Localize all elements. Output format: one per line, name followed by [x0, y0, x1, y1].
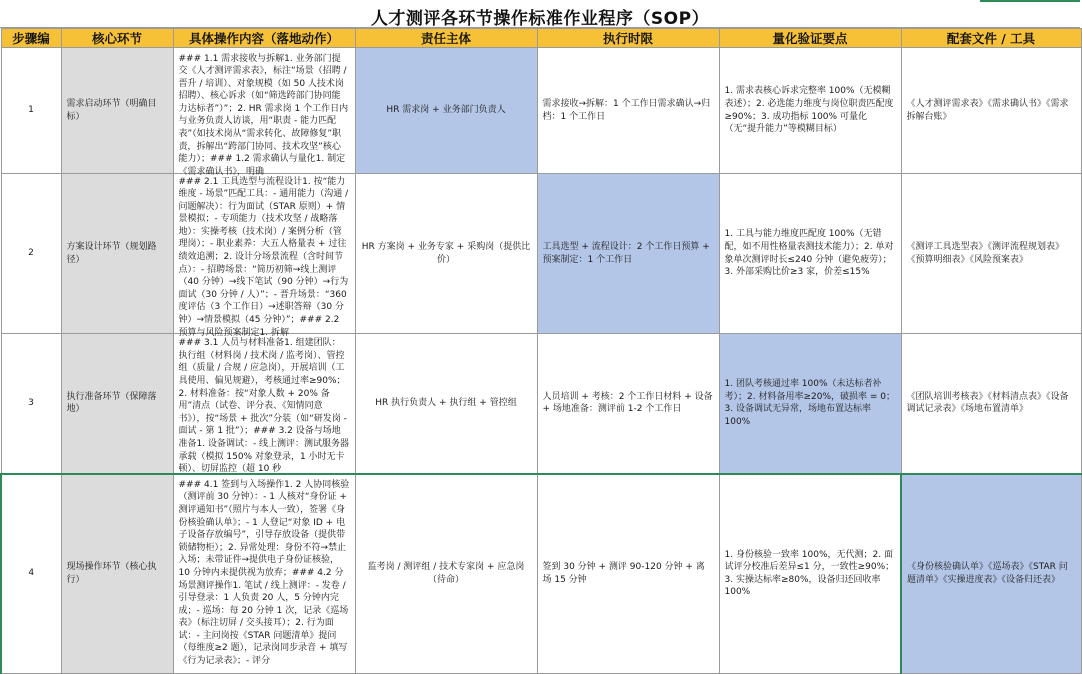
table-row: [1, 474, 1081, 674]
cell-step[interactable]: 3: [1, 334, 61, 474]
cell-metrics[interactable]: 1. 工具与能力维度匹配度 100%（无错配，如不用性格量表测技术能力）；2. 单对象单次测评时长≤240 分钟（避免疲劳）；3. 外部采购比价≥3 家，价差≤15%: [719, 174, 901, 334]
cell-docs[interactable]: 《测评工具选型表》《测评流程规划表》《预算明细表》《风险预案表》: [901, 174, 1081, 334]
cell-step[interactable]: 2: [1, 174, 61, 334]
cell-resp[interactable]: HR 执行负责人 + 执行组 + 管控组: [355, 334, 537, 474]
header-resp[interactable]: 责任主体: [355, 29, 537, 48]
header-ops[interactable]: 具体操作内容（落地动作）: [173, 29, 355, 48]
cell-ops-text: ### 3.1 人员与材料准备1. 组建团队：执行组（材料岗 / 技术岗 / 监考岗）、管控组（质量 / 合规 / 应急岗），开展培训（工具使用、偏见规避），考核通过率≥90%；2. 材料准备：按“对象人数 + 20% 备用”清点（试卷、评分表、《知情同意书》），按“场景 + 批次”分装（如“研发岗 - 面试 - 第 1 批”）；### 3.2 设备与场地准备1. 设备调试：- 线上测评：测试服务器承载（模拟 150% 对象登录，1 小时无卡顿）、切屏监控（超 10 秒: [178, 338, 350, 475]
sop-table: [0, 28, 1082, 674]
selection-indicator: [980, 0, 1080, 2]
table-row: [1, 174, 1081, 334]
cell-docs[interactable]: 《身份核验确认单》《巡场表》《STAR 问题清单》《实操进度表》《设备归还表》: [901, 474, 1081, 674]
cell-core[interactable]: 执行准备环节（保障落地）: [61, 334, 173, 474]
cell-ops[interactable]: [173, 474, 355, 674]
cell-ops-text: ### 4.1 签到与入场操作1. 2 人协同核验（测评前 30 分钟）：- 1 人核对“身份证 + 测评通知书”（照片与本人一致），签署《身份核验确认单》；- 1 人登记“对象 ID + 电子设备存放编号”，引导存放设备（提供带锁储物柜）；2. 异常处理：身份不符→禁止入场；未带证件→提供电子身份证核验，10 分钟内未提供视为放弃；### 4.2 分场景测评操作1. 笔试 / 线上测评：- 发卷 / 引导登录：1 人负责 20 人，5 分钟内完成；- 巡场：每 20 分钟 1 次，记录《巡场表》（标注切屏 / 交头接耳）；2. 行为面试：- 主问岗按《STAR 问题清单》提问（每维度≥2 题），记录岗同步录音 + 填写《行为记录表》；- 评分: [178, 479, 350, 667]
cell-core[interactable]: 需求启动环节（明确目标）: [61, 48, 173, 174]
cell-time[interactable]: 签到 30 分钟 + 测评 90-120 分钟 + 离场 15 分钟: [537, 474, 719, 674]
header-metrics[interactable]: 量化验证要点: [719, 29, 901, 48]
cell-core[interactable]: 现场操作环节（核心执行）: [61, 474, 173, 674]
cell-step[interactable]: 1: [1, 48, 61, 174]
cell-ops-text: ### 2.1 工具选型与流程设计1. 按“能力维度 - 场景”匹配工具：- 通用能力（沟通 / 问题解决）：行为面试（STAR 原则）+ 情景模拟；- 专项能力（技术攻坚 / 战略落地）：实操考核（技术岗）/ 案例分析（管理岗）；- 职业素养：大五人格量表 + 过往绩效追溯；2. 设计分场景流程（含时间节点）：- 招聘场景：“简历初筛→线上测评（40 分钟）→线下笔试（90 分钟）→行为面试（30 分钟 / 人）”；- 晋升场景：“360 度评估（3 个工作日）→述职答辩（30 分钟）→情景模拟（45 分钟）”；### 2.2 预算与风险预案制定1. 拆解: [178, 176, 349, 338]
cell-time[interactable]: 人员培训 + 考核：2 个工作日材料 + 设备 + 场地准备：测评前 1-2 个工作日: [537, 334, 719, 474]
cell-metrics[interactable]: 1. 需求表核心诉求完整率 100%（无模糊表述）；2. 必选能力维度与岗位职责匹配度≥90%；3. 成功指标 100% 可量化（无“提升能力”等模糊目标）: [719, 48, 901, 174]
cell-docs[interactable]: 《团队培训考核表》《材料清点表》《设备调试记录表》《场地布置清单》: [901, 334, 1081, 474]
header-step[interactable]: 步骤编: [1, 29, 61, 48]
header-row: [1, 29, 1081, 48]
cell-step[interactable]: 4: [1, 474, 61, 674]
title-row: [0, 0, 1080, 28]
table-row: [1, 48, 1081, 174]
cell-time[interactable]: 工具选型 + 流程设计：2 个工作日预算 + 预案制定：1 个工作日: [537, 174, 719, 334]
cell-resp[interactable]: HR 需求岗 + 业务部门负责人: [355, 48, 537, 174]
cell-resp[interactable]: 监考岗 / 测评组 / 技术专家岗 + 应急岗（待命）: [355, 474, 537, 674]
cell-core[interactable]: 方案设计环节（规划路径）: [61, 174, 173, 334]
header-docs[interactable]: 配套文件 / 工具: [901, 29, 1081, 48]
cell-ops[interactable]: [173, 334, 355, 474]
cell-ops[interactable]: [173, 48, 355, 177]
cell-ops[interactable]: [173, 174, 355, 338]
header-time[interactable]: 执行时限: [537, 29, 719, 48]
table-row: [1, 334, 1081, 474]
cell-time[interactable]: 需求接收→拆解：1 个工作日需求确认→归档：1 个工作日: [537, 48, 719, 174]
cell-metrics[interactable]: 1. 团队考核通过率 100%（未达标者补考）；2. 材料备用率≥20%，破损率 = 0；3. 设备调试无异常，场地布置达标率 100%: [719, 334, 901, 474]
sheet-title: 人才测评各环节操作标准作业程序（SOP）: [370, 9, 710, 29]
cell-docs[interactable]: 《人才测评需求表》《需求确认书》《需求拆解台账》: [901, 48, 1081, 174]
cell-ops-text: ### 1.1 需求接收与拆解1. 业务部门提交《人才测评需求表》，标注“场景（招聘 / 晋升 / 培训）、对象规模（如 50 人技术岗招聘）、核心诉求（如“筛选跨部门协同能力达标者”）”；2. HR 需求岗 1 个工作日内与业务负责人访谈，用“职责 - 能力匹配表”（如技术岗从“需求转化、故障修复”职责，拆解出“跨部门协同、技术攻坚”核心能力）；### 1.2 需求确认与量化1. 制定《需求确认书》，明确: [178, 53, 349, 177]
cell-resp[interactable]: HR 方案岗 + 业务专家 + 采购岗（提供比价）: [355, 174, 537, 334]
cell-metrics[interactable]: 1. 身份核验一致率 100%，无代测；2. 面试评分校准后差异≤1 分，一致性≥90%；3. 实操达标率≥80%，设备归还回收率 100%: [719, 474, 901, 674]
header-core[interactable]: 核心环节: [61, 29, 173, 48]
